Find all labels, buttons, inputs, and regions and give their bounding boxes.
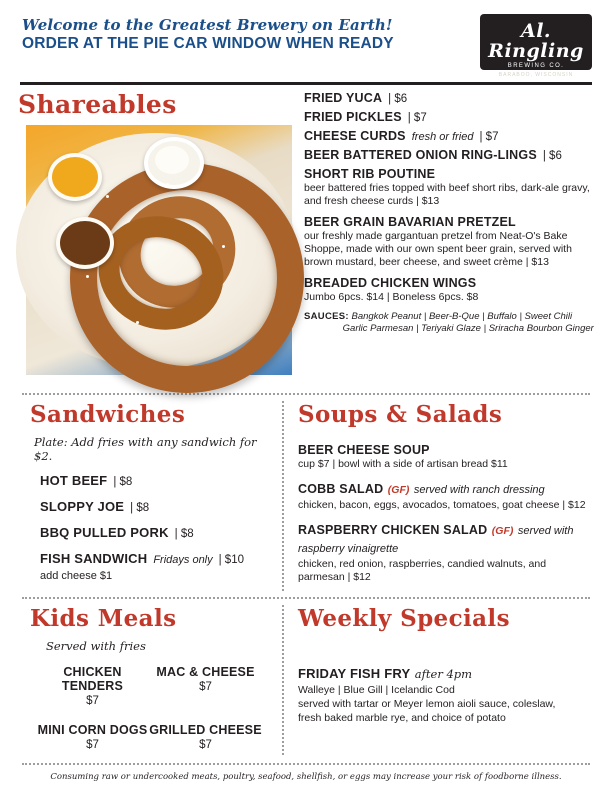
item-price: $7 xyxy=(199,681,212,693)
sauces-line-1: Bangkok Peanut | Beer-B-Que | Buffalo | Sweet Chili xyxy=(351,311,573,322)
item-name: BEER CHEESE SOUP xyxy=(298,443,430,457)
footer-disclaimer: Consuming raw or undercooked meats, poultry, seafood, shellfish, or eggs may increase your risk of foodborne illness. xyxy=(50,772,562,782)
order-instruction: ORDER AT THE PIE CAR WINDOW WHEN READY xyxy=(22,35,394,52)
header-divider xyxy=(20,82,592,85)
item-price: | $7 xyxy=(479,131,499,143)
item-description: chicken, red onion, raspberries, candied walnuts, and parmesan | $12 xyxy=(298,558,547,583)
page-footer xyxy=(0,763,612,782)
item-price: | $8 xyxy=(174,528,194,540)
item-note: Fridays only xyxy=(153,554,213,566)
item-price: | $6 xyxy=(388,93,408,105)
kids-meals-note: Served with fries xyxy=(46,639,146,653)
welcome-text: Welcome to the Greatest Brewery on Earth! xyxy=(22,16,393,34)
item-name: MAC & CHEESE xyxy=(156,665,255,679)
menu-item xyxy=(298,480,594,512)
sandwiches-section xyxy=(18,401,268,591)
kids-meals-grid xyxy=(36,665,262,751)
menu-item xyxy=(304,129,594,143)
shareables-section xyxy=(18,91,594,387)
item-name: FISH SANDWICH xyxy=(40,551,148,566)
sandwiches-note: Plate: Add fries with any sandwich for $2. xyxy=(34,435,257,463)
item-price: | $7 xyxy=(407,112,427,124)
bavarian-pretzel-photo xyxy=(26,125,292,375)
menu-item xyxy=(149,723,262,751)
item-name: BREADED CHICKEN WINGS xyxy=(304,276,477,290)
item-description: Jumbo 6pcs. $14 | Boneless 6pcs. $8 xyxy=(304,291,479,303)
item-name: FRIDAY FISH FRY xyxy=(298,666,411,681)
item-note: after 4pm xyxy=(414,667,473,681)
item-price: | $8 xyxy=(113,476,133,488)
item-name: GRILLED CHEESE xyxy=(149,723,262,737)
item-name: CHEESE CURDS xyxy=(304,129,406,143)
item-description: cup $7 | bowl with a side of artisan bread $11 xyxy=(298,458,508,470)
item-description: beer battered fries topped with beef short ribs, dark-ale gravy, and fresh cheese curds | $13 xyxy=(304,182,590,207)
kids-meals-section xyxy=(18,605,268,755)
item-price: $7 xyxy=(199,739,212,751)
menu-item xyxy=(298,521,594,584)
shareables-left xyxy=(18,91,300,387)
item-description-1: Walleye | Blue Gill | Icelandic Cod xyxy=(298,684,455,696)
item-name: SHORT RIB POUTINE xyxy=(304,167,436,181)
item-price: $7 xyxy=(86,695,99,707)
item-name: MINI CORN DOGS xyxy=(37,723,148,737)
divider-top xyxy=(22,393,590,395)
sandwiches-title: Sandwiches xyxy=(30,401,186,428)
weekly-specials-title: Weekly Specials xyxy=(298,605,510,632)
logo-sub: BREWING CO. xyxy=(507,63,565,69)
item-note: fresh or fried xyxy=(411,131,474,143)
item-description-3: fresh baked marble rye, and choice of potato xyxy=(298,712,506,724)
item-description: chicken, bacon, eggs, avocados, tomatoes, goat cheese | $12 xyxy=(298,499,586,511)
menu-item xyxy=(304,91,594,105)
item-name: RASPBERRY CHICKEN SALAD xyxy=(298,523,488,537)
add-cheese-note: add cheese $1 xyxy=(40,570,113,582)
gluten-free-badge: (GF) xyxy=(491,525,514,537)
item-name: SLOPPY JOE xyxy=(40,499,125,514)
item-description-2: served with tartar or Meyer lemon aioli sauce, coleslaw, xyxy=(298,698,556,710)
mid-sections xyxy=(18,401,594,591)
divider-bottom xyxy=(22,597,590,599)
logo-name: Al. Ringling xyxy=(488,20,584,62)
soups-salads-section xyxy=(298,401,594,591)
menu-item xyxy=(304,148,594,162)
shareables-list xyxy=(300,91,594,387)
bottom-sections xyxy=(18,605,594,755)
item-price: | $8 xyxy=(130,502,150,514)
menu-item xyxy=(304,167,594,208)
item-price: | $10 xyxy=(218,554,244,566)
item-name: COBB SALAD xyxy=(298,482,384,496)
brewery-logo xyxy=(480,14,592,78)
divider-vertical-mid xyxy=(282,401,284,591)
item-name: HOT BEEF xyxy=(40,473,108,488)
item-note: served with ranch dressing xyxy=(413,484,545,496)
menu-item xyxy=(304,276,594,304)
menu-item xyxy=(298,443,594,471)
item-price: $7 xyxy=(86,739,99,751)
item-name: BEER GRAIN BAVARIAN PRETZEL xyxy=(304,215,516,229)
menu-item xyxy=(298,665,594,725)
item-name: FRIED PICKLES xyxy=(304,110,402,124)
menu-item xyxy=(304,215,594,269)
sauces-block xyxy=(304,311,594,335)
page-header xyxy=(18,16,594,78)
soups-salads-title: Soups & Salads xyxy=(298,401,503,428)
item-name: BBQ PULLED PORK xyxy=(40,525,169,540)
item-description: our freshly made gargantuan pretzel from Neat-O's Bake Shoppe, made with our own spent beer grain, served with brown mustard, beer cheese, and sweet crème | $13 xyxy=(304,230,572,268)
sauces-label: SAUCES: xyxy=(304,311,349,322)
divider-vertical-bottom xyxy=(282,605,284,755)
weekly-specials-section xyxy=(298,605,594,755)
menu-item xyxy=(40,499,268,514)
menu-item xyxy=(36,665,149,707)
menu-item xyxy=(36,723,149,751)
footer-divider xyxy=(22,763,590,765)
item-name: CHICKEN TENDERS xyxy=(61,665,124,693)
item-name: FRIED YUCA xyxy=(304,91,383,105)
menu-item xyxy=(40,525,268,540)
kids-meals-title: Kids Meals xyxy=(30,605,177,632)
menu-item xyxy=(304,110,594,124)
item-price: | $6 xyxy=(542,150,562,162)
item-name: BEER BATTERED ONION RING-LINGS xyxy=(304,148,537,162)
menu-item xyxy=(40,551,268,566)
gluten-free-badge: (GF) xyxy=(387,484,410,496)
item-note: served with raspberry vinaigrette xyxy=(298,525,574,555)
shareables-title: Shareables xyxy=(18,90,177,119)
menu-item xyxy=(149,665,262,707)
sauces-line-2: Garlic Parmesan | Teriyaki Glaze | Sriracha Bourbon Ginger xyxy=(342,323,594,334)
logo-location: BARABOO, WISCONSIN xyxy=(498,72,574,78)
menu-item xyxy=(40,473,268,488)
